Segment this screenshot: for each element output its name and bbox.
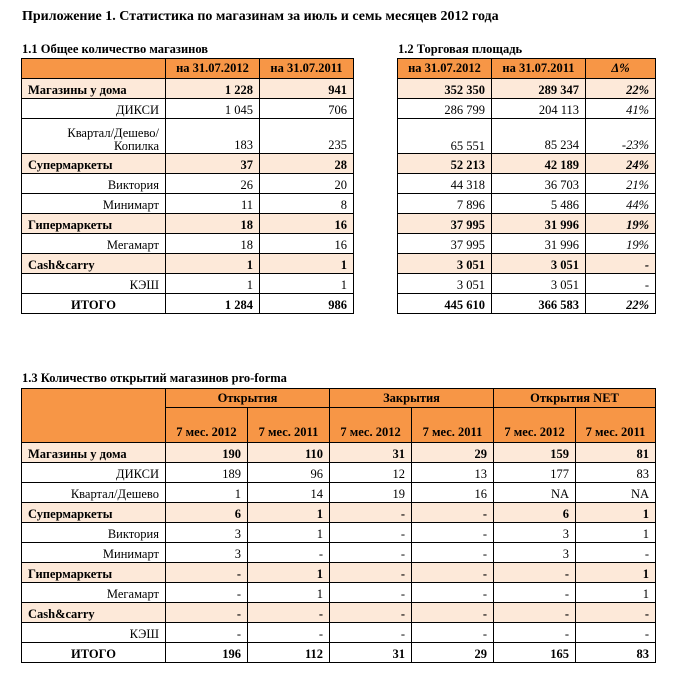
table-row xyxy=(398,254,656,274)
cell-value: - xyxy=(576,543,656,563)
row-label: Cash&carry xyxy=(22,603,166,623)
section-title-retail-area: 1.2 Торговая площадь xyxy=(398,42,523,56)
cell-value: 26 xyxy=(166,174,260,194)
cell-value: 96 xyxy=(248,463,330,483)
cell-value: 8 xyxy=(260,194,354,214)
row-label: Минимарт xyxy=(22,194,166,214)
cell-value: 112 xyxy=(248,643,330,663)
table-row xyxy=(22,274,354,294)
cell-value: 29 xyxy=(412,643,494,663)
table-row xyxy=(22,503,656,523)
cell-value: NA xyxy=(576,483,656,503)
delta-value: 21% xyxy=(586,174,656,194)
cell-value: 31 xyxy=(330,443,412,463)
cell-value: - xyxy=(166,563,248,583)
cell-value: 14 xyxy=(248,483,330,503)
cell-value: 3 051 xyxy=(492,274,586,294)
cell-value: 1 xyxy=(248,523,330,543)
table-row xyxy=(22,443,656,463)
cell-value: 7 896 xyxy=(398,194,492,214)
column-header: 7 мес. 2012 xyxy=(166,408,248,443)
delta-value: 19% xyxy=(586,214,656,234)
cell-value: 16 xyxy=(260,234,354,254)
cell-value: 1 xyxy=(248,583,330,603)
row-label: Супермаркеты xyxy=(22,503,166,523)
row-label: Магазины у дома xyxy=(22,79,166,99)
column-header: 7 мес. 2012 xyxy=(330,408,412,443)
row-label: ИТОГО xyxy=(22,294,166,314)
cell-value: 986 xyxy=(260,294,354,314)
cell-value: 29 xyxy=(412,443,494,463)
table-row xyxy=(22,174,354,194)
table-row xyxy=(22,119,354,154)
row-label: Виктория xyxy=(22,174,166,194)
delta-value: 44% xyxy=(586,194,656,214)
cell-value: 159 xyxy=(494,443,576,463)
cell-value: 1 xyxy=(166,254,260,274)
table-row xyxy=(22,463,656,483)
page-title: Приложение 1. Статистика по магазинам за июль и семь месяцев 2012 года xyxy=(22,9,499,24)
cell-value: 286 799 xyxy=(398,99,492,119)
table-row xyxy=(22,583,656,603)
cell-value: - xyxy=(248,623,330,643)
cell-value: 3 xyxy=(494,543,576,563)
cell-value: 941 xyxy=(260,79,354,99)
cell-value: 1 xyxy=(260,254,354,274)
cell-value: 3 xyxy=(166,543,248,563)
store-count-table xyxy=(21,58,354,314)
cell-value: 83 xyxy=(576,643,656,663)
table-row xyxy=(22,603,656,623)
cell-value: - xyxy=(412,523,494,543)
cell-value: - xyxy=(412,623,494,643)
cell-value: 204 113 xyxy=(492,99,586,119)
row-label: Магазины у дома xyxy=(22,443,166,463)
table-row xyxy=(398,214,656,234)
cell-value: 6 xyxy=(494,503,576,523)
cell-value: - xyxy=(412,543,494,563)
cell-value: 31 996 xyxy=(492,234,586,254)
cell-value: 189 xyxy=(166,463,248,483)
table-row xyxy=(398,119,656,154)
cell-value: 1 xyxy=(248,563,330,583)
table-row xyxy=(398,194,656,214)
header-row xyxy=(22,59,354,79)
row-label: ИТОГО xyxy=(22,643,166,663)
cell-value: 37 995 xyxy=(398,214,492,234)
cell-value: 110 xyxy=(248,443,330,463)
row-label: Супермаркеты xyxy=(22,154,166,174)
cell-value: 1 xyxy=(576,563,656,583)
cell-value: 37 xyxy=(166,154,260,174)
cell-value: - xyxy=(494,623,576,643)
row-label: ДИКСИ xyxy=(22,99,166,119)
cell-value: 6 xyxy=(166,503,248,523)
cell-value: - xyxy=(166,583,248,603)
table-row xyxy=(22,643,656,663)
column-header: 7 мес. 2012 xyxy=(494,408,576,443)
table-row xyxy=(22,294,354,314)
delta-value: 24% xyxy=(586,154,656,174)
cell-value: 3 xyxy=(166,523,248,543)
column-header: на 31.07.2012 xyxy=(398,59,492,79)
row-label: Минимарт xyxy=(22,543,166,563)
cell-value: - xyxy=(576,623,656,643)
cell-value: NA xyxy=(494,483,576,503)
row-label: КЭШ xyxy=(22,623,166,643)
cell-value: - xyxy=(412,563,494,583)
row-label: Гипермаркеты xyxy=(22,563,166,583)
table-row xyxy=(22,623,656,643)
cell-value: 177 xyxy=(494,463,576,483)
group-header-row xyxy=(22,389,656,408)
cell-value: 83 xyxy=(576,463,656,483)
cell-value: 196 xyxy=(166,643,248,663)
cell-value: 3 051 xyxy=(398,254,492,274)
retail-area-table xyxy=(397,58,656,314)
cell-value: 3 xyxy=(494,523,576,543)
table-row xyxy=(398,234,656,254)
column-header: Δ% xyxy=(586,59,656,79)
cell-value: - xyxy=(412,503,494,523)
cell-value: 85 234 xyxy=(492,119,586,154)
cell-value: 16 xyxy=(412,483,494,503)
cell-value: 1 xyxy=(576,503,656,523)
cell-value: 235 xyxy=(260,119,354,154)
cell-value: 706 xyxy=(260,99,354,119)
header-row xyxy=(398,59,656,79)
cell-value: 42 189 xyxy=(492,154,586,174)
table-row xyxy=(22,154,354,174)
cell-value: 445 610 xyxy=(398,294,492,314)
header-corner xyxy=(22,59,166,79)
cell-value: 3 051 xyxy=(398,274,492,294)
cell-value: 36 703 xyxy=(492,174,586,194)
table-row xyxy=(398,79,656,99)
column-header: 7 мес. 2011 xyxy=(412,408,494,443)
row-label: Квартал/Дешево/ Копилка xyxy=(22,119,166,154)
row-label: Квартал/Дешево xyxy=(22,483,166,503)
group-header: Открытия xyxy=(166,389,330,408)
cell-value: - xyxy=(412,603,494,623)
cell-value: 1 228 xyxy=(166,79,260,99)
openings-table xyxy=(21,388,656,663)
cell-value: - xyxy=(494,583,576,603)
row-label: КЭШ xyxy=(22,274,166,294)
delta-value: 41% xyxy=(586,99,656,119)
table-row xyxy=(22,483,656,503)
column-header: на 31.07.2011 xyxy=(492,59,586,79)
column-header: на 31.07.2012 xyxy=(166,59,260,79)
cell-value: - xyxy=(330,583,412,603)
table-row xyxy=(22,214,354,234)
table-row xyxy=(22,194,354,214)
delta-value: 22% xyxy=(586,294,656,314)
table-row xyxy=(22,563,656,583)
cell-value: 31 xyxy=(330,643,412,663)
row-label: Виктория xyxy=(22,523,166,543)
cell-value: - xyxy=(330,543,412,563)
row-label: Гипермаркеты xyxy=(22,214,166,234)
cell-value: 16 xyxy=(260,214,354,234)
table-row xyxy=(22,543,656,563)
cell-value: - xyxy=(330,523,412,543)
cell-value: 1 xyxy=(576,523,656,543)
cell-value: 366 583 xyxy=(492,294,586,314)
cell-value: - xyxy=(412,583,494,603)
cell-value: 1 xyxy=(248,503,330,523)
cell-value: 28 xyxy=(260,154,354,174)
cell-value: 11 xyxy=(166,194,260,214)
section-title-store-count: 1.1 Общее количество магазинов xyxy=(22,42,209,56)
cell-value: - xyxy=(330,563,412,583)
column-header: на 31.07.2011 xyxy=(260,59,354,79)
row-label: Мегамарт xyxy=(22,583,166,603)
table-row xyxy=(398,99,656,119)
row-label: Cash&carry xyxy=(22,254,166,274)
delta-value: - xyxy=(586,274,656,294)
cell-value: 52 213 xyxy=(398,154,492,174)
cell-value: 19 xyxy=(330,483,412,503)
table-row xyxy=(22,99,354,119)
table-row xyxy=(22,79,354,99)
table-row xyxy=(22,234,354,254)
header-corner xyxy=(22,389,166,443)
cell-value: - xyxy=(494,563,576,583)
cell-value: - xyxy=(330,503,412,523)
cell-value: 165 xyxy=(494,643,576,663)
cell-value: - xyxy=(248,603,330,623)
table-row xyxy=(398,274,656,294)
cell-value: - xyxy=(330,603,412,623)
section-title-openings: 1.3 Количество открытий магазинов pro-forma xyxy=(22,371,287,385)
cell-value: - xyxy=(166,603,248,623)
cell-value: 1 045 xyxy=(166,99,260,119)
cell-value: - xyxy=(166,623,248,643)
column-header: 7 мес. 2011 xyxy=(576,408,656,443)
table-row xyxy=(398,174,656,194)
cell-value: 13 xyxy=(412,463,494,483)
column-header: 7 мес. 2011 xyxy=(248,408,330,443)
cell-value: 81 xyxy=(576,443,656,463)
delta-value: 22% xyxy=(586,79,656,99)
cell-value: 190 xyxy=(166,443,248,463)
cell-value: 31 996 xyxy=(492,214,586,234)
cell-value: 44 318 xyxy=(398,174,492,194)
table-row xyxy=(398,154,656,174)
cell-value: 3 051 xyxy=(492,254,586,274)
cell-value: 183 xyxy=(166,119,260,154)
cell-value: 18 xyxy=(166,234,260,254)
cell-value: - xyxy=(494,603,576,623)
cell-value: 1 284 xyxy=(166,294,260,314)
cell-value: 289 347 xyxy=(492,79,586,99)
cell-value: 20 xyxy=(260,174,354,194)
cell-value: 37 995 xyxy=(398,234,492,254)
cell-value: 18 xyxy=(166,214,260,234)
row-label: Мегамарт xyxy=(22,234,166,254)
group-header: Закрытия xyxy=(330,389,494,408)
cell-value: 1 xyxy=(166,483,248,503)
group-header: Открытия NET xyxy=(494,389,656,408)
table-row xyxy=(22,254,354,274)
cell-value: - xyxy=(248,543,330,563)
delta-value: 19% xyxy=(586,234,656,254)
cell-value: 1 xyxy=(576,583,656,603)
cell-value: 352 350 xyxy=(398,79,492,99)
table-row xyxy=(398,294,656,314)
delta-value: -23% xyxy=(586,119,656,154)
cell-value: - xyxy=(330,623,412,643)
cell-value: 5 486 xyxy=(492,194,586,214)
delta-value: - xyxy=(586,254,656,274)
row-label: ДИКСИ xyxy=(22,463,166,483)
cell-value: 12 xyxy=(330,463,412,483)
cell-value: 1 xyxy=(166,274,260,294)
table-row xyxy=(22,523,656,543)
cell-value: 65 551 xyxy=(398,119,492,154)
cell-value: 1 xyxy=(260,274,354,294)
cell-value: - xyxy=(576,603,656,623)
